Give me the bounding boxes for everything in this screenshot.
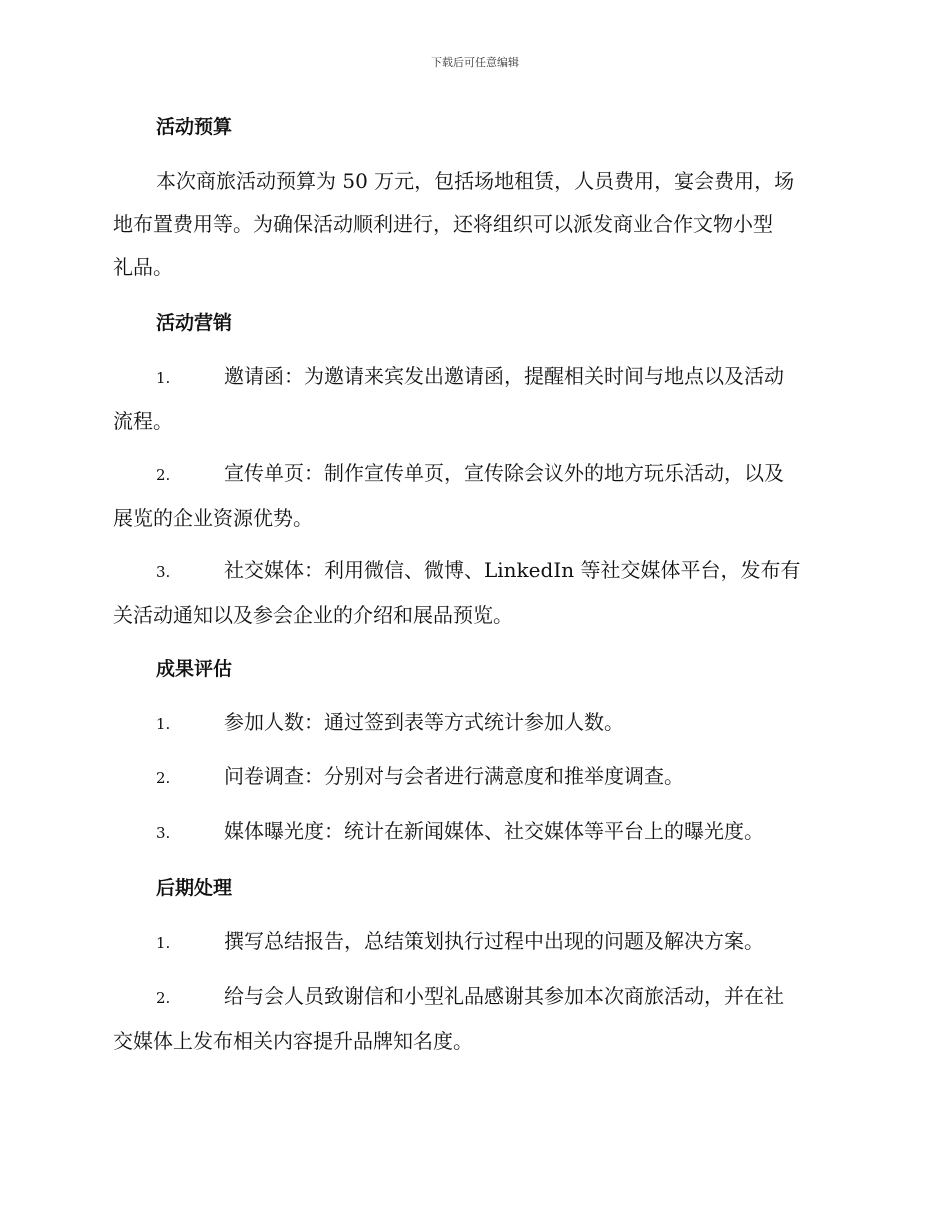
list-item-number: 2.	[156, 989, 171, 1007]
list-item-number: 1.	[156, 369, 171, 387]
list-item-text: 社交媒体：利用微信、微博、LinkedIn 等社交媒体平台，发布有	[224, 558, 801, 582]
list-item-text: 媒体曝光度：统计在新闻媒体、社交媒体等平台上的曝光度。	[224, 819, 764, 843]
budget-line-2: 地布置费用等。为确保活动顺利进行，还将组织可以派发商业合作文物小型	[113, 212, 773, 236]
list-item	[113, 975, 838, 1063]
list-item-text: 撰写总结报告，总结策划执行过程中出现的问题及解决方案。	[224, 929, 764, 953]
list-item-text: 邀请函：为邀请来宾发出邀请函，提醒相关时间与地点以及活动	[224, 364, 784, 388]
list-item-number: 3.	[156, 563, 171, 581]
list-item-number: 3.	[156, 824, 171, 842]
heading-budget: 活动预算	[156, 116, 233, 138]
list-item	[113, 355, 838, 443]
list-item	[113, 549, 838, 637]
list-item-number: 2.	[156, 769, 171, 787]
list-item-continuation: 展览的企业资源优势。	[113, 506, 313, 530]
list-item	[113, 701, 838, 746]
list-item	[113, 920, 838, 965]
list-item-continuation: 交媒体上发布相关内容提升品牌知名度。	[113, 1029, 473, 1053]
heading-followup: 后期处理	[156, 877, 233, 899]
list-item-text: 参加人数：通过签到表等方式统计参加人数。	[224, 710, 624, 734]
list-item	[113, 755, 838, 800]
list-item	[113, 810, 838, 855]
heading-evaluation: 成果评估	[156, 658, 233, 680]
list-item	[113, 452, 838, 540]
list-item-continuation: 关活动通知以及参会企业的介绍和展品预览。	[113, 603, 513, 627]
list-item-text: 给与会人员致谢信和小型礼品感谢其参加本次商旅活动，并在社	[224, 984, 784, 1008]
budget-line-3: 礼品。	[113, 255, 173, 279]
page-header-note: 下载后可任意编辑	[431, 56, 519, 69]
list-item-text: 宣传单页：制作宣传单页，宣传除会议外的地方玩乐活动，以及	[224, 461, 784, 485]
list-item-number: 1.	[156, 934, 171, 952]
heading-marketing: 活动营销	[156, 312, 233, 334]
budget-line-1: 本次商旅活动预算为 50 万元，包括场地租赁，人员费用，宴会费用，场	[156, 169, 795, 193]
paragraph-budget	[113, 160, 838, 289]
list-item-text: 问卷调查：分别对与会者进行满意度和推举度调查。	[224, 764, 684, 788]
list-item-continuation: 流程。	[113, 409, 173, 433]
list-item-number: 2.	[156, 466, 171, 484]
list-item-number: 1.	[156, 715, 171, 733]
